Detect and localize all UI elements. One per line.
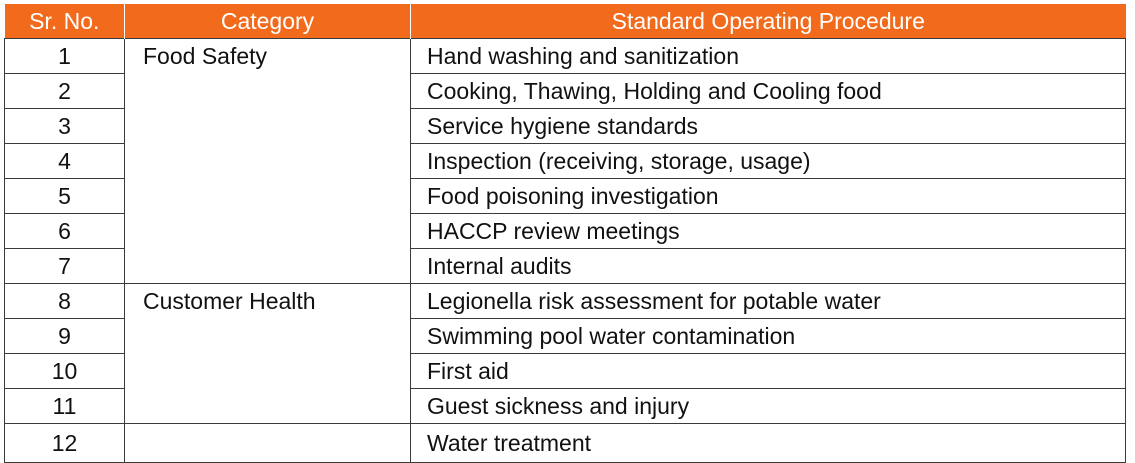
row-number: 2	[5, 74, 125, 109]
row-number: 6	[5, 214, 125, 249]
category-cell	[125, 424, 411, 463]
row-number: 5	[5, 179, 125, 214]
category-cell: Food Safety	[125, 39, 411, 284]
procedure-cell: Water treatment	[411, 424, 1126, 463]
header-sop: Standard Operating Procedure	[411, 4, 1126, 39]
procedure-cell: Food poisoning investigation	[411, 179, 1126, 214]
header-sr-no: Sr. No.	[5, 4, 125, 39]
header-row	[5, 4, 1126, 39]
procedure-cell: Guest sickness and injury	[411, 389, 1126, 424]
row-number: 3	[5, 109, 125, 144]
procedure-cell: Legionella risk assessment for potable water	[411, 284, 1126, 319]
procedure-cell: Swimming pool water contamination	[411, 319, 1126, 354]
row-number: 8	[5, 284, 125, 319]
row-number: 12	[5, 424, 125, 463]
row-number: 4	[5, 144, 125, 179]
row-number: 9	[5, 319, 125, 354]
sop-table-container	[4, 4, 1126, 463]
row-number: 7	[5, 249, 125, 284]
procedure-cell: Service hygiene standards	[411, 109, 1126, 144]
row-number: 1	[5, 39, 125, 74]
category-cell: Customer Health	[125, 284, 411, 424]
table-row	[5, 284, 1126, 319]
procedure-cell: Internal audits	[411, 249, 1126, 284]
procedure-cell: Cooking, Thawing, Holding and Cooling food	[411, 74, 1126, 109]
procedure-cell: Inspection (receiving, storage, usage)	[411, 144, 1126, 179]
procedure-cell: Hand washing and sanitization	[411, 39, 1126, 74]
table-body	[5, 39, 1126, 463]
procedure-cell: HACCP review meetings	[411, 214, 1126, 249]
row-number: 11	[5, 389, 125, 424]
table-row	[5, 39, 1126, 74]
sop-table	[4, 4, 1126, 463]
table-row	[5, 424, 1126, 463]
procedure-cell: First aid	[411, 354, 1126, 389]
header-category: Category	[125, 4, 411, 39]
row-number: 10	[5, 354, 125, 389]
